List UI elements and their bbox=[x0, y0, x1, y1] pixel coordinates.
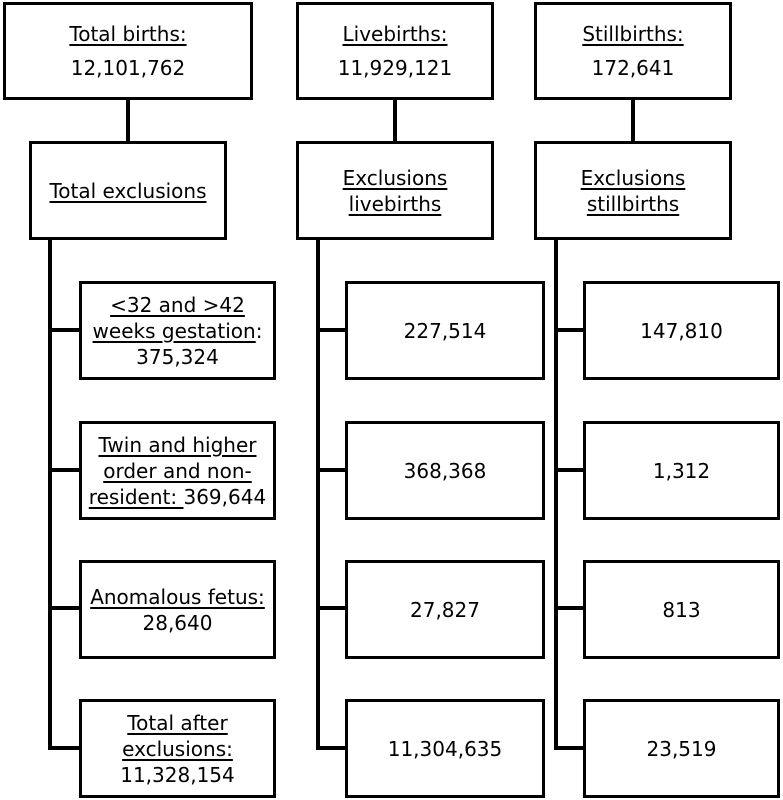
stillbirths-box bbox=[534, 2, 732, 100]
total-births-box bbox=[3, 2, 253, 100]
stillbirths-exclusions-box bbox=[534, 141, 732, 240]
livebirths-anomalous-box bbox=[345, 560, 545, 659]
livebirths-box bbox=[296, 2, 494, 100]
total-gestation-line2-colon: : bbox=[255, 318, 263, 343]
total-after-line2: exclusions: bbox=[122, 736, 233, 761]
total-births-value: 12,101,762 bbox=[70, 56, 186, 80]
total-gestation-line1: <32 and >42 bbox=[110, 292, 245, 317]
total-exclusions-title: Total exclusions bbox=[49, 178, 207, 203]
total-gestation-line2-underlined: weeks gestation bbox=[92, 318, 256, 343]
total-gestation-line2 bbox=[93, 318, 263, 344]
livebirths-exclusions-box bbox=[296, 141, 494, 240]
total-exclusions-box bbox=[29, 141, 227, 240]
total-births-label: Total births: bbox=[69, 22, 187, 46]
livebirths-gestation-value: 227,514 bbox=[403, 318, 487, 343]
total-twin-box bbox=[79, 421, 276, 520]
stillbirths-anomalous-value: 813 bbox=[662, 597, 701, 622]
livebirths-label: Livebirths: bbox=[342, 22, 448, 46]
livebirths-twin-value: 368,368 bbox=[403, 458, 487, 483]
stillbirths-after-box bbox=[583, 699, 780, 798]
total-anomalous-box bbox=[79, 560, 276, 659]
stillbirths-label: Stillbirths: bbox=[582, 22, 684, 46]
livebirths-value: 11,929,121 bbox=[337, 56, 453, 80]
total-anomalous-value: 28,640 bbox=[142, 610, 213, 635]
livebirths-twin-box bbox=[345, 421, 545, 520]
stillbirths-after-value: 23,519 bbox=[646, 736, 717, 761]
livebirths-anomalous-value: 27,827 bbox=[410, 597, 480, 622]
total-anomalous-label: Anomalous fetus: bbox=[90, 584, 265, 609]
total-gestation-box bbox=[79, 281, 276, 380]
stillbirths-value: 172,641 bbox=[591, 56, 675, 80]
stillbirths-gestation-value: 147,810 bbox=[640, 318, 723, 343]
livebirths-gestation-box bbox=[345, 281, 545, 380]
stillbirths-gestation-box bbox=[583, 281, 780, 380]
stillbirths-exclusions-line1: Exclusions bbox=[580, 165, 686, 190]
total-twin-line2: order and non- bbox=[103, 458, 252, 483]
total-after-value: 11,328,154 bbox=[120, 762, 235, 787]
total-twin-line1: Twin and higher bbox=[98, 432, 257, 457]
total-after-line1: Total after bbox=[127, 710, 228, 735]
total-gestation-value: 375,324 bbox=[136, 344, 219, 369]
total-after-box bbox=[79, 699, 276, 798]
stillbirths-twin-box bbox=[583, 421, 780, 520]
livebirths-after-value: 11,304,635 bbox=[387, 736, 503, 761]
stillbirths-exclusions-line2: stillbirths bbox=[586, 191, 680, 216]
stillbirths-twin-value: 1,312 bbox=[652, 458, 711, 483]
total-twin-line3 bbox=[89, 484, 266, 510]
total-twin-value: 369,644 bbox=[183, 484, 267, 509]
stillbirths-anomalous-box bbox=[583, 560, 780, 659]
livebirths-exclusions-line1: Exclusions bbox=[342, 165, 448, 190]
total-twin-line3-underlined: resident: bbox=[88, 484, 184, 509]
livebirths-exclusions-line2: livebirths bbox=[348, 191, 442, 216]
livebirths-after-box bbox=[345, 699, 545, 798]
